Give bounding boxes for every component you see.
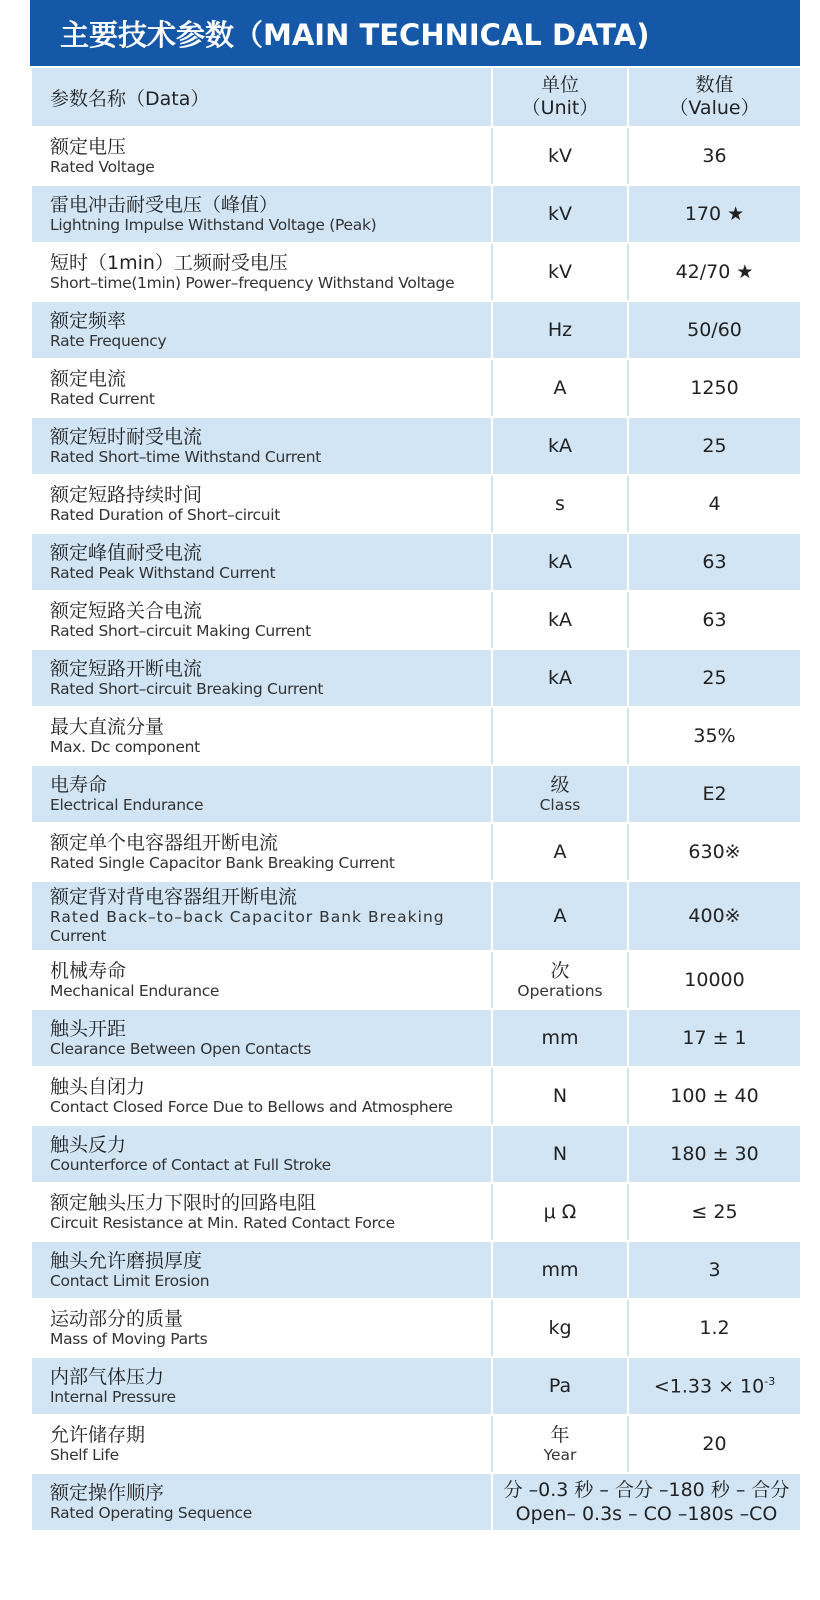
param-name-zh: 额定电压 (50, 135, 127, 158)
param-name-zh: 额定电流 (50, 367, 127, 390)
unit-value: μ Ω (543, 1201, 577, 1223)
param-name-en: Rated Short–time Withstand Current (50, 447, 322, 466)
value-cell (628, 185, 801, 243)
unit-value: A (553, 841, 567, 863)
param-value: 1.2 (699, 1317, 730, 1339)
value-cell (628, 1067, 801, 1125)
param-name-en: Counterforce of Contact at Full Stroke (50, 1155, 331, 1174)
param-name-zh: 额定短路开断电流 (50, 657, 203, 680)
table-row (31, 823, 801, 881)
value-cell (628, 127, 801, 185)
param-name-en: Short–time(1min) Power–frequency Withstand Voltage (50, 273, 455, 292)
param-value: 400※ (688, 905, 741, 927)
param-name-en: Circuit Resistance at Min. Rated Contact Force (50, 1213, 395, 1232)
param-name-en: Rated Back–to–back Capacitor Bank Breaking (50, 908, 445, 926)
unit-cell (492, 243, 628, 301)
unit-zh: 级 (550, 773, 570, 796)
sequence-value-zh: 分 –0.3 秒 – 合分 –180 秒 – 合分 (503, 1479, 790, 1501)
unit-value: kV (547, 145, 572, 167)
param-name-zh: 电寿命 (50, 773, 108, 796)
value-cell (628, 533, 801, 591)
table-header-row (31, 67, 801, 127)
param-name-en-cont: Current (50, 927, 107, 945)
value-cell (628, 1125, 801, 1183)
unit-cell (492, 533, 628, 591)
param-name-zh: 额定背对背电容器组开断电流 (50, 886, 298, 908)
unit-cell (492, 765, 628, 823)
param-value: 25 (702, 667, 727, 689)
param-name-cell (31, 1067, 492, 1125)
header-value-zh: 数值 (695, 74, 734, 96)
sequence-value-cell (492, 1473, 801, 1531)
param-value: 100 ± 40 (670, 1085, 759, 1107)
value-cell (628, 1241, 801, 1299)
param-name-en: Clearance Between Open Contacts (50, 1039, 311, 1058)
param-name-cell (31, 1125, 492, 1183)
table-row (31, 417, 801, 475)
table-row (31, 881, 801, 951)
param-name-cell (31, 243, 492, 301)
table-row (31, 951, 801, 1009)
param-name-en: Rated Voltage (50, 157, 155, 176)
table-row (31, 359, 801, 417)
param-name-en: Rated Duration of Short–circuit (50, 505, 281, 524)
value-cell (628, 1299, 801, 1357)
param-name-en: Electrical Endurance (50, 795, 204, 814)
param-value: 42/70 ★ (675, 261, 754, 283)
value-cell (628, 765, 801, 823)
unit-value: kA (547, 551, 572, 573)
table-row (31, 1241, 801, 1299)
page-title: 主要技术参数（MAIN TECHNICAL DATA) (30, 0, 800, 66)
param-name-en: Lightning Impulse Withstand Voltage (Peak) (50, 215, 377, 234)
param-value: 50/60 (687, 319, 742, 341)
param-name-cell (31, 881, 492, 951)
param-name-zh: 额定频率 (50, 309, 127, 332)
unit-cell (492, 881, 628, 951)
param-name-cell (31, 301, 492, 359)
value-cell (628, 1183, 801, 1241)
param-name-cell (31, 185, 492, 243)
param-value: 35% (693, 725, 736, 747)
param-value: 63 (702, 551, 727, 573)
unit-cell (492, 301, 628, 359)
table-row (31, 127, 801, 185)
param-value: 36 (702, 145, 727, 167)
param-value: 17 ± 1 (682, 1027, 747, 1049)
table-row (31, 301, 801, 359)
header-unit (492, 67, 628, 127)
param-name-zh: 额定短路关合电流 (50, 599, 203, 622)
unit-value: Pa (548, 1375, 572, 1397)
value-cell (628, 359, 801, 417)
value-cell (628, 301, 801, 359)
unit-cell (492, 591, 628, 649)
param-name-en: Rated Operating Sequence (50, 1503, 252, 1522)
unit-cell (492, 1415, 628, 1473)
param-name-zh: 允许储存期 (50, 1423, 146, 1446)
value-cell (628, 475, 801, 533)
unit-value: kA (547, 609, 572, 631)
param-name-zh: 短时（1min）工频耐受电压 (50, 251, 288, 274)
param-name-zh: 内部气体压力 (50, 1365, 165, 1388)
param-name-zh: 额定触头压力下限时的回路电阻 (50, 1191, 317, 1214)
param-value: 63 (702, 609, 727, 631)
param-name-en: Rate Frequency (50, 331, 167, 350)
value-cell (628, 823, 801, 881)
unit-value: kV (547, 203, 572, 225)
param-name-cell (31, 1241, 492, 1299)
param-value: 170 ★ (684, 203, 745, 225)
param-value: 3 (708, 1259, 721, 1281)
unit-value: Hz (547, 319, 573, 341)
table-row (31, 475, 801, 533)
unit-zh: 年 (550, 1423, 570, 1446)
param-value: <1.33 × 10 (653, 1375, 765, 1398)
value-cell (628, 649, 801, 707)
header-unit-zh: 单位 (540, 74, 579, 96)
param-name-cell (31, 1357, 492, 1415)
unit-value: kA (547, 435, 572, 457)
table-row (31, 649, 801, 707)
param-value: 1250 (690, 377, 739, 399)
header-value (628, 67, 801, 127)
header-unit-en: （Unit） (521, 97, 599, 119)
table-row (31, 765, 801, 823)
value-cell (628, 417, 801, 475)
param-name-cell (31, 649, 492, 707)
unit-value: N (552, 1085, 568, 1107)
unit-value: A (553, 905, 567, 927)
param-value: 630※ (688, 841, 741, 863)
param-name-cell (31, 127, 492, 185)
param-value: 180 ± 30 (670, 1143, 759, 1165)
param-name-en: Mechanical Endurance (50, 981, 220, 1000)
value-cell (628, 1009, 801, 1067)
unit-en: Class (539, 795, 581, 814)
unit-cell (492, 1357, 628, 1415)
unit-zh: 次 (550, 959, 570, 982)
param-name-zh: 机械寿命 (50, 959, 127, 982)
param-name-cell (31, 1299, 492, 1357)
unit-en: Operations (517, 981, 603, 1000)
param-name-cell (31, 765, 492, 823)
table-row (31, 1183, 801, 1241)
unit-cell (492, 1183, 628, 1241)
param-name-zh: 触头反力 (50, 1133, 127, 1156)
param-name-zh: 触头开距 (50, 1017, 127, 1040)
param-name-cell (31, 475, 492, 533)
param-name-cell (31, 823, 492, 881)
technical-data-table (30, 66, 802, 1532)
table-row (31, 1067, 801, 1125)
param-name-en: Rated Short–circuit Breaking Current (50, 679, 324, 698)
param-name-en: Shelf Life (50, 1445, 119, 1464)
param-name-cell (31, 359, 492, 417)
param-name-en: Rated Current (50, 389, 155, 408)
value-cell (628, 1415, 801, 1473)
value-exponent: -3 (764, 1374, 776, 1388)
unit-cell (492, 127, 628, 185)
param-name-en: Rated Short–circuit Making Current (50, 621, 311, 640)
unit-cell (492, 823, 628, 881)
param-name-zh: 触头允许磨损厚度 (50, 1249, 203, 1272)
unit-cell (492, 185, 628, 243)
unit-value: N (552, 1143, 568, 1165)
table-row (31, 1415, 801, 1473)
value-cell (628, 591, 801, 649)
param-value: E2 (702, 783, 727, 805)
table-row (31, 1125, 801, 1183)
unit-value: kV (547, 261, 572, 283)
table-row (31, 591, 801, 649)
value-cell (628, 881, 801, 951)
table-row (31, 707, 801, 765)
value-cell (628, 951, 801, 1009)
unit-cell (492, 1009, 628, 1067)
param-value: 20 (702, 1433, 727, 1455)
param-name-cell (31, 1009, 492, 1067)
header-value-en: （Value） (669, 97, 760, 119)
param-value: 25 (702, 435, 727, 457)
param-name-cell (31, 707, 492, 765)
param-name-en: Contact Limit Erosion (50, 1271, 210, 1290)
param-name-en: Rated Single Capacitor Bank Breaking Current (50, 853, 395, 872)
param-name-zh: 触头自闭力 (50, 1075, 146, 1098)
param-name-zh: 额定操作顺序 (50, 1481, 165, 1504)
unit-value: mm (541, 1027, 579, 1049)
param-name-zh: 运动部分的质量 (50, 1307, 184, 1330)
param-name-en: Internal Pressure (50, 1387, 176, 1406)
table-row (31, 533, 801, 591)
unit-cell (492, 1299, 628, 1357)
value-cell (628, 1357, 801, 1415)
table-row (31, 1299, 801, 1357)
param-value: 4 (708, 493, 721, 515)
param-name-cell (31, 1473, 492, 1531)
param-name-en: Rated Peak Withstand Current (50, 563, 276, 582)
unit-cell (492, 649, 628, 707)
param-name-en: Contact Closed Force Due to Bellows and Atmosphere (50, 1097, 453, 1116)
unit-cell (492, 951, 628, 1009)
param-name-cell (31, 417, 492, 475)
param-value: ≤ 25 (691, 1201, 738, 1223)
value-cell (628, 243, 801, 301)
header-name: 参数名称（Data） (31, 67, 492, 127)
param-name-cell (31, 1183, 492, 1241)
unit-value: A (553, 377, 567, 399)
unit-cell (492, 1125, 628, 1183)
param-name-zh: 雷电冲击耐受电压（峰值） (50, 193, 279, 216)
unit-value: s (555, 493, 565, 515)
unit-value: kg (548, 1317, 572, 1339)
param-name-cell (31, 591, 492, 649)
param-name-cell (31, 533, 492, 591)
table-row (31, 1009, 801, 1067)
param-name-cell (31, 951, 492, 1009)
param-name-en: Max. Dc component (50, 737, 200, 756)
unit-cell (492, 1241, 628, 1299)
param-name-cell (31, 1415, 492, 1473)
table-row (31, 185, 801, 243)
unit-value: mm (541, 1259, 579, 1281)
value-cell (628, 707, 801, 765)
sequence-value-en: Open– 0.3s – CO –180s –CO (515, 1503, 778, 1525)
param-name-zh: 额定峰值耐受电流 (50, 541, 203, 564)
table-row (31, 1357, 801, 1415)
unit-cell (492, 1067, 628, 1125)
unit-en: Year (543, 1445, 577, 1464)
param-value: 10000 (684, 969, 745, 991)
table-row (31, 243, 801, 301)
unit-cell (492, 707, 628, 765)
table-row-sequence (31, 1473, 801, 1531)
unit-cell (492, 417, 628, 475)
param-name-zh: 额定短时耐受电流 (50, 425, 203, 448)
param-name-zh: 额定短路持续时间 (50, 483, 203, 506)
unit-value: kA (547, 667, 572, 689)
param-name-zh: 最大直流分量 (50, 715, 165, 738)
unit-cell (492, 475, 628, 533)
param-name-zh: 额定单个电容器组开断电流 (50, 831, 279, 854)
param-name-en: Mass of Moving Parts (50, 1329, 208, 1348)
unit-cell (492, 359, 628, 417)
